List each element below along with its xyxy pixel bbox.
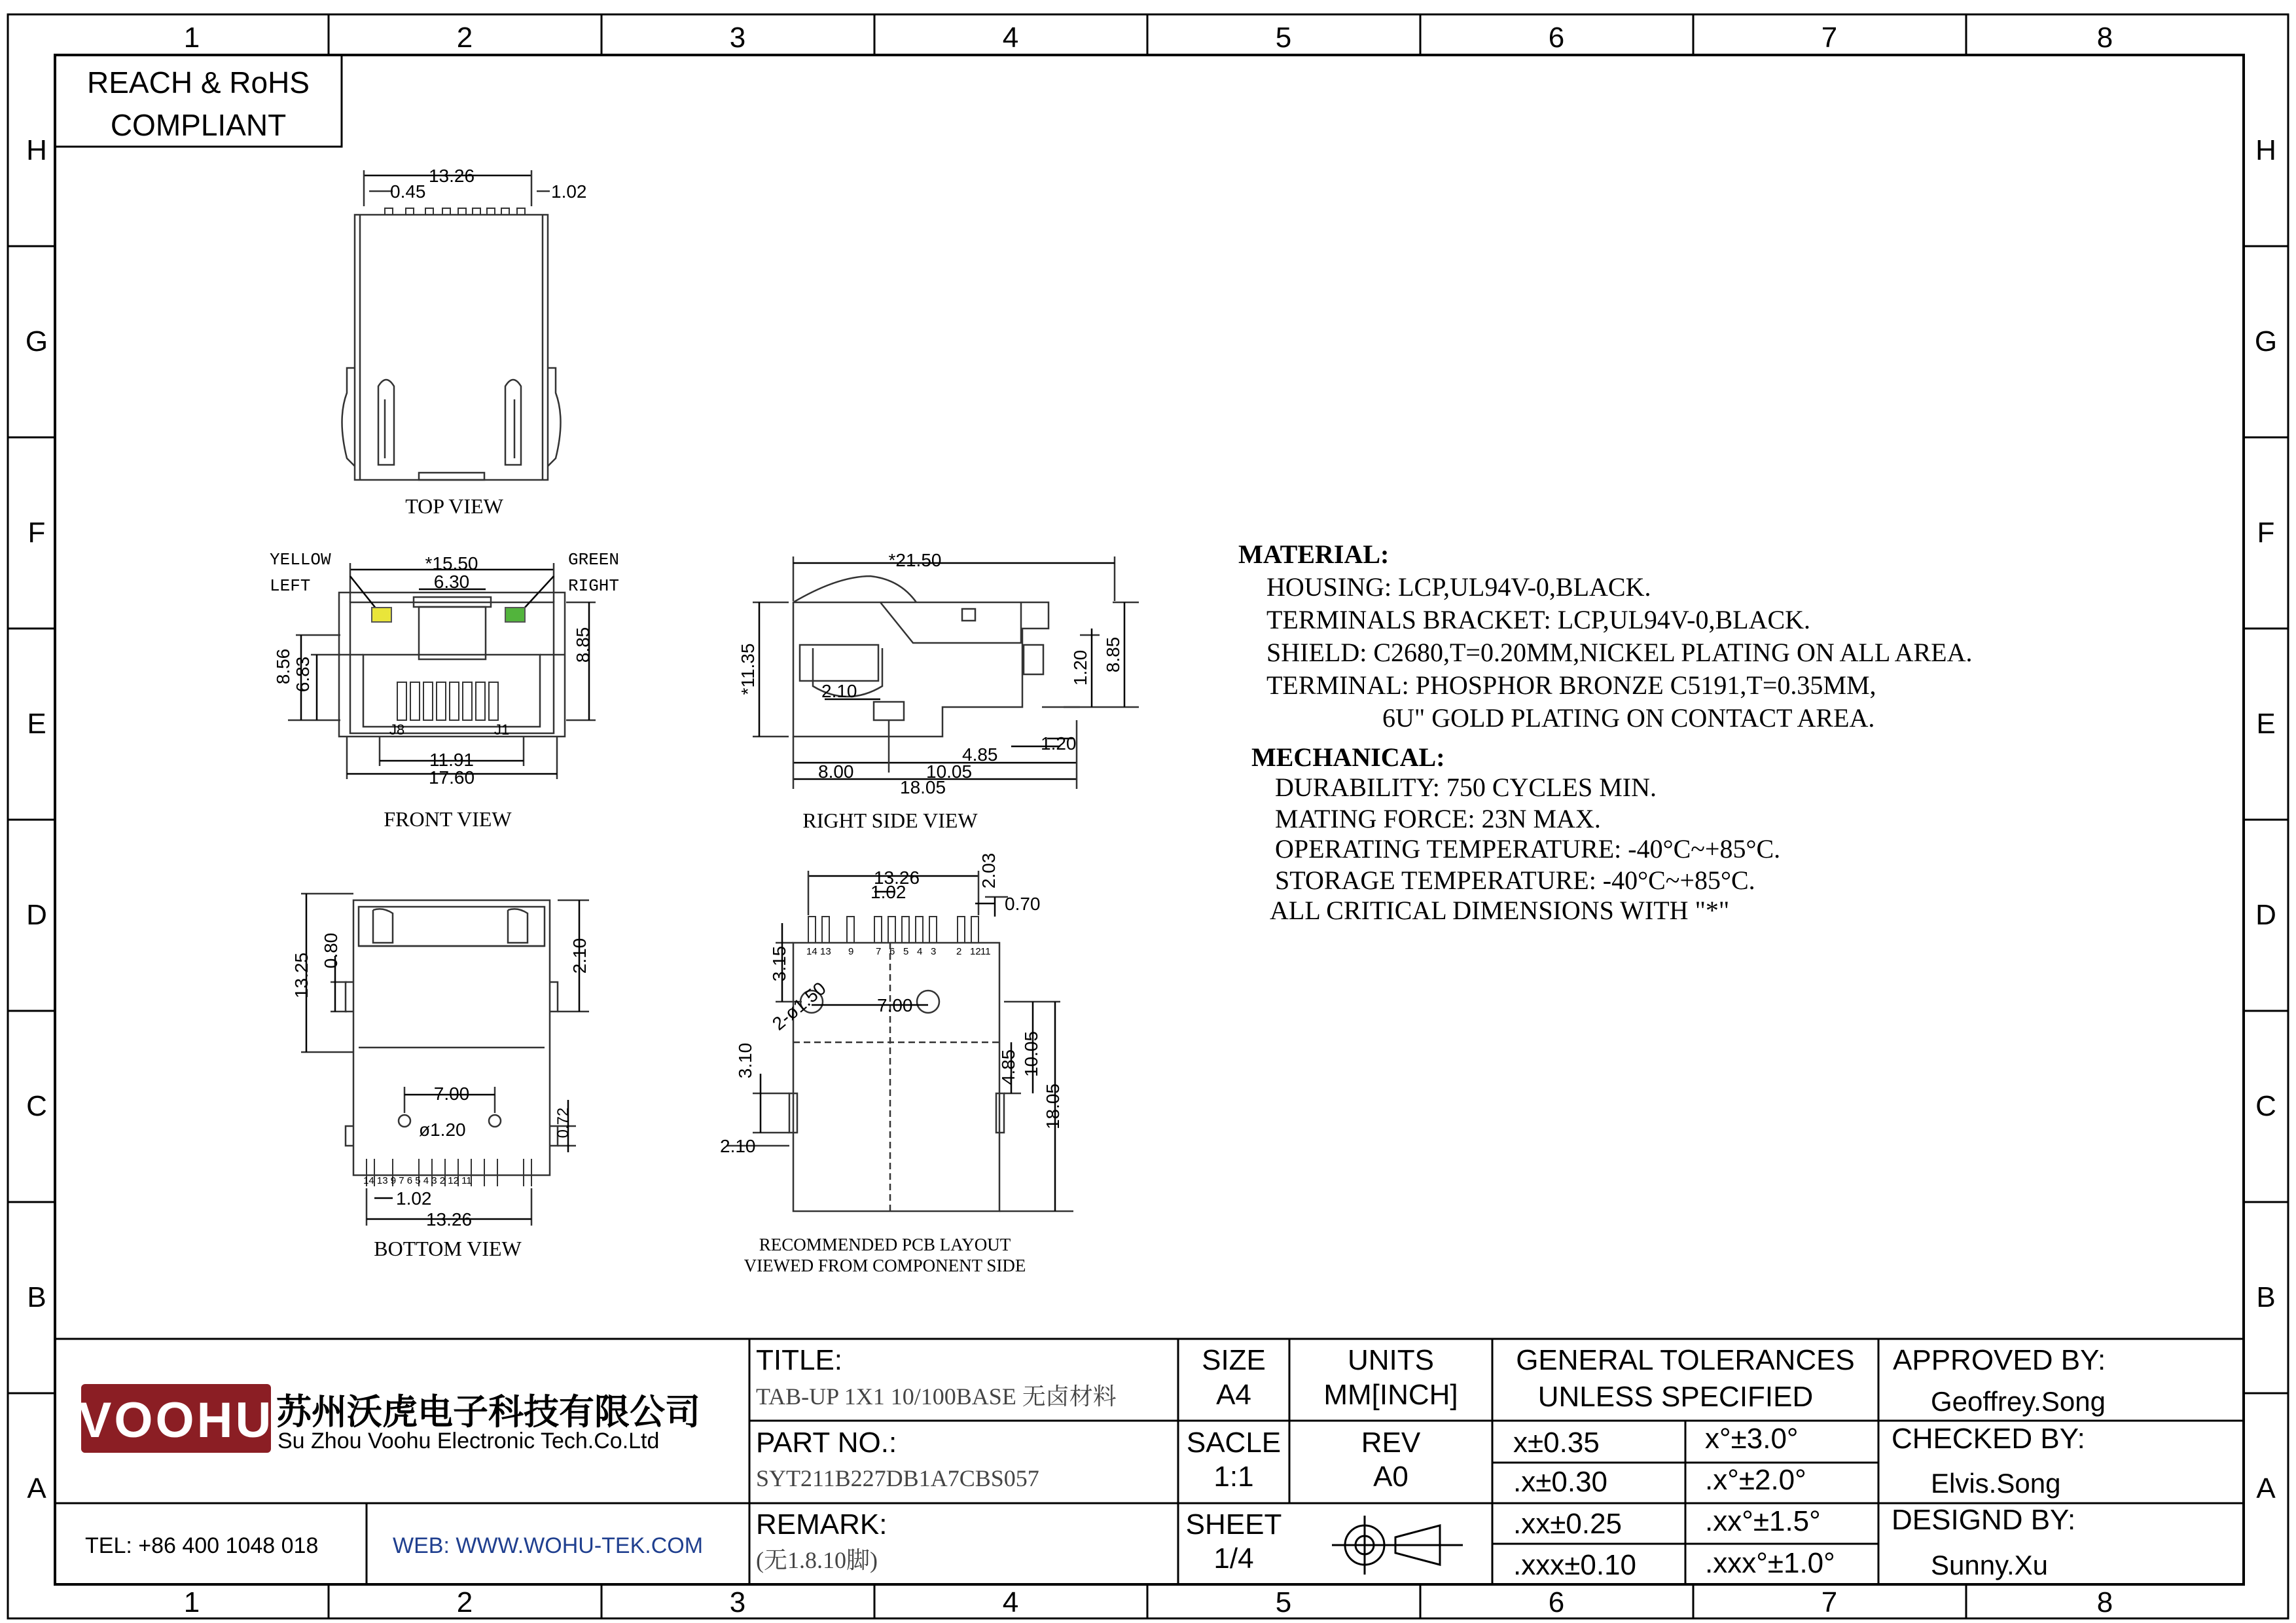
right-side-view-label: RIGHT SIDE VIEW xyxy=(802,809,978,832)
dim-front-h2: 6.83 xyxy=(293,656,313,693)
dim-bottom-a: 0.80 xyxy=(321,932,341,969)
row-label: G xyxy=(25,325,48,357)
mechanical-line: MATING FORCE: 23N MAX. xyxy=(1275,804,1601,833)
top-view-label: TOP VIEW xyxy=(405,494,503,518)
tol-cell: .x°±2.0° xyxy=(1705,1464,1806,1496)
dim-bottom-f: 13.26 xyxy=(425,1209,473,1230)
pcb-pin: 14 xyxy=(806,946,817,957)
col-label: 4 xyxy=(1002,1586,1019,1618)
col-label: 6 xyxy=(1548,22,1565,54)
dim-pcb-h: 4.85 xyxy=(998,1049,1018,1085)
checked-value: Elvis.Song xyxy=(1931,1468,2061,1499)
pcb-pin: 13 xyxy=(820,946,831,957)
row-label: H xyxy=(26,134,47,166)
remark-label: REMARK: xyxy=(756,1508,888,1541)
dim-bottom-e: 1.02 xyxy=(396,1188,432,1209)
column-ticks xyxy=(329,14,1966,1618)
tol-cell: .x±0.30 xyxy=(1513,1466,1608,1498)
mechanical-title: MECHANICAL: xyxy=(1251,742,1445,772)
label-green: GREEN xyxy=(568,550,620,570)
col-label: 6 xyxy=(1548,1586,1565,1618)
approvals xyxy=(1892,1344,2106,1580)
dim-side-a: 2.10 xyxy=(821,681,857,701)
scale-value: 1:1 xyxy=(1213,1461,1254,1493)
row-label: B xyxy=(27,1281,46,1313)
part-label: PART NO.: xyxy=(756,1427,897,1459)
tel-text: TEL: +86 400 1048 018 xyxy=(85,1533,319,1558)
dim-top-b: 1.02 xyxy=(551,181,587,202)
row-ticks xyxy=(8,246,2288,1393)
dim-side-b: 4.85 xyxy=(962,744,998,765)
right-side-view-dims xyxy=(738,550,1123,797)
tol-cell: x±0.35 xyxy=(1513,1427,1600,1459)
material-line: TERMINALS BRACKET: LCP,UL94V-0,BLACK. xyxy=(1266,605,1811,634)
design-value: Sunny.Xu xyxy=(1931,1550,2049,1580)
size-value: A4 xyxy=(1216,1379,1251,1411)
col-label: 8 xyxy=(2096,22,2113,54)
scale-label: SACLE xyxy=(1186,1427,1282,1459)
label-right: RIGHT xyxy=(568,576,620,596)
top-view-dims xyxy=(390,166,587,202)
dim-front-tab: 6.30 xyxy=(433,572,470,592)
units-label: UNITS xyxy=(1348,1344,1434,1376)
row-label: B xyxy=(2256,1281,2276,1313)
compliance-box xyxy=(55,55,342,147)
pcb-pin: 12 xyxy=(970,946,981,957)
front-view-label: FRONT VIEW xyxy=(384,807,512,831)
dim-pcb-g: 2.10 xyxy=(720,1136,756,1156)
col-label: 4 xyxy=(1002,22,1019,54)
pcb-pin: 4 xyxy=(917,946,923,957)
size-label: SIZE xyxy=(1202,1344,1266,1376)
pcb-pin: 11 xyxy=(980,946,991,957)
dim-side-h2: 8.85 xyxy=(1103,636,1123,673)
dim-side-h3: 1.20 xyxy=(1070,649,1090,686)
dim-side-width: *21.50 xyxy=(888,550,942,570)
pcb-pin: 7 xyxy=(876,946,882,957)
bottom-pin-labels: 14 13 9 7 6 5 4 3 2 12 11 xyxy=(363,1175,472,1186)
checked-label: CHECKED BY: xyxy=(1892,1423,2085,1455)
col-label: 5 xyxy=(1275,1586,1292,1618)
dim-side-h: *11.35 xyxy=(738,643,758,695)
row-label: E xyxy=(2256,708,2276,740)
tol-title2: UNLESS SPECIFIED xyxy=(1537,1381,1814,1413)
label-left: LEFT xyxy=(270,576,311,596)
sheet-properties xyxy=(1186,1344,1458,1575)
dim-top-width: 13.26 xyxy=(428,166,475,186)
units-value: MM[INCH] xyxy=(1323,1379,1458,1411)
row-label: F xyxy=(2257,517,2275,549)
row-label: A xyxy=(27,1472,46,1504)
pcb-note-line1: RECOMMENDED PCB LAYOUT xyxy=(759,1235,1011,1254)
material-line: 6U" GOLD PLATING ON CONTACT AREA. xyxy=(1382,703,1875,733)
pcb-dims xyxy=(720,853,1063,1156)
dim-pcb-w: 13.26 xyxy=(873,867,920,888)
top-view xyxy=(342,170,561,480)
col-label: 7 xyxy=(1821,1586,1838,1618)
dim-front-h3: 8.85 xyxy=(573,627,593,663)
bottom-view-dims xyxy=(291,933,590,1230)
sheet-label: SHEET xyxy=(1185,1508,1282,1541)
title-label: TITLE: xyxy=(756,1344,843,1376)
dim-bottom-h: 13.25 xyxy=(291,952,312,999)
col-label: 7 xyxy=(1821,22,1838,54)
dim-side-e: 10.05 xyxy=(926,761,973,782)
material-title: MATERIAL: xyxy=(1238,539,1390,569)
dim-front-p1: 11.91 xyxy=(429,750,474,770)
material-line: HOUSING: LCP,UL94V-0,BLACK. xyxy=(1266,572,1651,602)
row-label: G xyxy=(2254,325,2278,357)
col-label: 2 xyxy=(456,22,473,54)
company-name-cn: 苏州沃虎电子科技有限公司 xyxy=(276,1391,700,1432)
pcb-pin: 9 xyxy=(848,946,854,957)
dim-bottom-c: 7.00 xyxy=(433,1084,470,1104)
row-label: C xyxy=(2255,1090,2276,1122)
pcb-pin: 6 xyxy=(889,946,895,957)
dim-pcb-i: 10.05 xyxy=(1021,1030,1041,1078)
col-label: 3 xyxy=(729,1586,746,1618)
material-line: TERMINAL: PHOSPHOR BRONZE C5191,T=0.35MM, xyxy=(1266,670,1876,700)
approved-value: Geoffrey.Song xyxy=(1931,1386,2106,1417)
company-logo xyxy=(79,1384,274,1453)
outer-border xyxy=(8,14,2288,1618)
dim-bottom-d: 0.72 xyxy=(554,1107,572,1139)
row-label: D xyxy=(2255,899,2276,931)
logo-text: VOOHU xyxy=(78,1393,274,1448)
dim-front-width: *15.50 xyxy=(425,553,478,574)
yellow-led xyxy=(372,608,391,622)
approved-label: APPROVED BY: xyxy=(1893,1344,2106,1376)
dim-pcb-d: 3.15 xyxy=(769,945,789,982)
material-notes xyxy=(1238,539,1972,733)
remark-value: (无1.8.10脚) xyxy=(756,1547,878,1573)
dim-front-p2: 17.60 xyxy=(428,767,475,788)
dim-pcb-c: 0.70 xyxy=(1005,894,1041,914)
dim-side-c: 1.20 xyxy=(1041,733,1077,754)
row-label: A xyxy=(2256,1472,2276,1504)
web-link[interactable]: WEB: WWW.WOHU-TEK.COM xyxy=(393,1533,704,1558)
projection-symbol-icon xyxy=(1332,1516,1463,1575)
dim-bottom-b: 2.10 xyxy=(569,938,590,974)
dim-front-h1: 8.56 xyxy=(273,648,293,685)
pcb-pin: 5 xyxy=(903,946,909,957)
dim-side-f: 18.05 xyxy=(900,777,946,797)
compliance-line2: COMPLIANT xyxy=(110,108,287,142)
front-view xyxy=(288,563,596,779)
label-j8: J8 xyxy=(389,721,405,738)
row-label: F xyxy=(27,517,46,549)
dim-top-a: 0.45 xyxy=(390,181,426,202)
mechanical-line: OPERATING TEMPERATURE: -40°C~+85°C. xyxy=(1275,834,1781,864)
row-label: E xyxy=(27,708,46,740)
col-label: 8 xyxy=(2096,1586,2113,1618)
material-line: SHIELD: C2680,T=0.20MM,NICKEL PLATING ON ALL AREA. xyxy=(1266,638,1973,667)
tol-cell: .xx±0.25 xyxy=(1513,1508,1623,1540)
tol-cell: .xxx±0.10 xyxy=(1513,1549,1637,1581)
dim-pcb-hole: 2-ø1.50 xyxy=(768,977,830,1034)
pcb-pin: 3 xyxy=(931,946,937,957)
rev-label: REV xyxy=(1361,1427,1421,1459)
dim-pcb-f: 3.10 xyxy=(735,1042,755,1079)
compliance-line1: REACH & RoHS xyxy=(87,65,310,100)
mechanical-line: DURABILITY: 750 CYCLES MIN. xyxy=(1275,773,1657,802)
green-led xyxy=(505,608,525,622)
title-value: TAB-UP 1X1 10/100BASE 无卤材料 xyxy=(756,1383,1117,1410)
mechanical-line: STORAGE TEMPERATURE: -40°C~+85°C. xyxy=(1275,866,1755,895)
tol-cell: x°±3.0° xyxy=(1705,1423,1799,1455)
mechanical-notes xyxy=(1251,742,1780,925)
label-yellow: YELLOW xyxy=(270,550,331,570)
bottom-view-label: BOTTOM VIEW xyxy=(374,1237,522,1260)
col-label: 1 xyxy=(183,22,200,54)
col-label: 3 xyxy=(729,22,746,54)
col-label: 1 xyxy=(183,1586,200,1618)
pcb-pin: 2 xyxy=(956,946,962,957)
dim-pcb-e: 7.00 xyxy=(877,995,913,1015)
col-label: 2 xyxy=(456,1586,473,1618)
dim-bottom-hole: ø1.20 xyxy=(419,1120,466,1140)
row-label: H xyxy=(2255,134,2276,166)
pcb-note-line2: VIEWED FROM COMPONENT SIDE xyxy=(744,1256,1026,1275)
mechanical-line: ALL CRITICAL DIMENSIONS WITH "*" xyxy=(1270,896,1730,925)
label-j1: J1 xyxy=(494,721,510,738)
sheet-value: 1/4 xyxy=(1213,1542,1254,1575)
dim-pcb-j: 18.05 xyxy=(1043,1083,1063,1130)
row-label: D xyxy=(26,899,47,931)
pcb-pin-labels xyxy=(806,946,991,957)
dim-pcb-a: 1.02 xyxy=(870,882,906,902)
dim-side-d: 8.00 xyxy=(818,761,854,782)
rev-value: A0 xyxy=(1373,1461,1408,1493)
front-view-dims xyxy=(270,550,619,788)
tol-title1: GENERAL TOLERANCES xyxy=(1516,1344,1855,1376)
company-name-en: Su Zhou Voohu Electronic Tech.Co.Ltd xyxy=(278,1429,660,1453)
dim-pcb-b: 2.03 xyxy=(978,852,999,889)
tol-cell: .xx°±1.5° xyxy=(1705,1505,1821,1537)
tol-cell: .xxx°±1.0° xyxy=(1705,1547,1835,1579)
row-label: C xyxy=(26,1090,47,1122)
col-label: 5 xyxy=(1275,22,1292,54)
part-value: SYT211B227DB1A7CBS057 xyxy=(756,1465,1039,1491)
design-label: DESIGND BY: xyxy=(1892,1504,2076,1536)
